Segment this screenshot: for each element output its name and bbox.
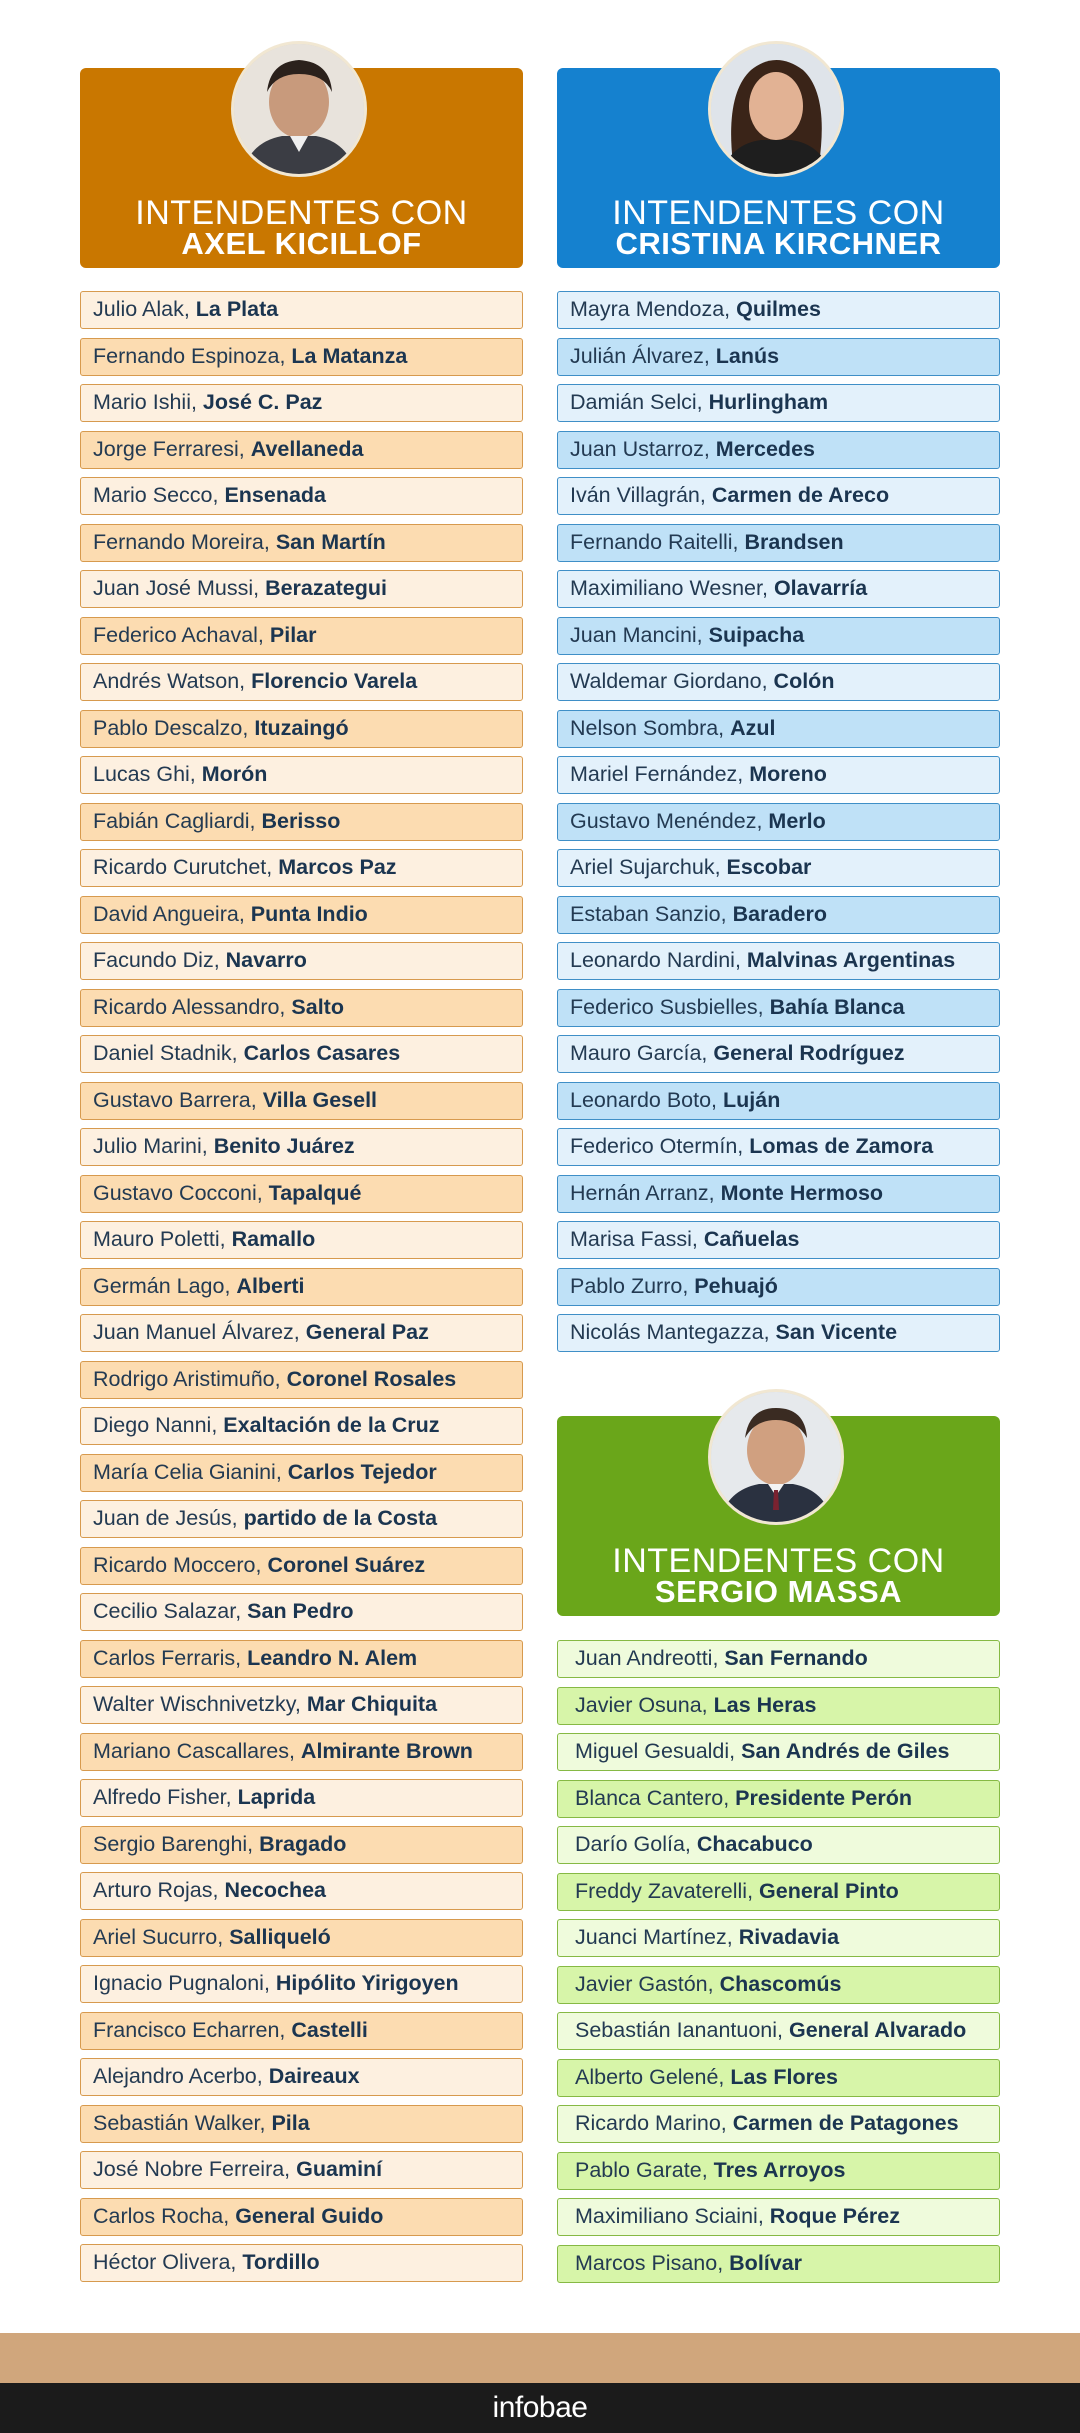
list-item: [557, 1128, 1000, 1166]
mayor-name: Alfredo Fisher,: [93, 1785, 238, 1809]
municipality-name: San Vicente: [775, 1320, 898, 1344]
mayor-name: Waldemar Giordano,: [570, 669, 774, 693]
municipality-name: Presidente Perón: [735, 1785, 912, 1810]
list-item: [557, 570, 1000, 608]
mayor-name: Javier Osuna,: [575, 1692, 714, 1717]
mayor-name: Facundo Diz,: [93, 948, 226, 972]
municipality-name: Berisso: [261, 808, 341, 833]
kirchner-header: [557, 68, 1000, 268]
mayor-name: Mauro Poletti,: [93, 1227, 232, 1251]
massa-title-line1: INTENDENTES CON: [612, 1542, 945, 1580]
mayor-name: Leonardo Nardini,: [570, 948, 747, 972]
list-item: [557, 1733, 1000, 1771]
mayor-name: Fernando Moreira,: [93, 529, 276, 554]
mayor-name: Ricardo Moccero,: [93, 1552, 268, 1577]
list-item: [557, 291, 1000, 329]
municipality-name: Tres Arroyos: [713, 2157, 846, 2182]
municipality-name: José C. Paz: [202, 390, 323, 414]
municipality-name: Moreno: [749, 762, 827, 786]
mayor-name: Marisa Fassi,: [570, 1227, 704, 1251]
mayor-name: Maximiliano Sciaini,: [575, 2204, 770, 2228]
mayor-name: Federico Achaval,: [93, 622, 270, 647]
municipality-name: General Rodríguez: [713, 1041, 905, 1065]
mayor-name: David Angueira,: [93, 901, 251, 926]
municipality-name: Carlos Tejedor: [287, 1459, 437, 1484]
mayor-name: Sebastián Ianantuoni,: [575, 2018, 789, 2042]
list-item: [557, 1873, 1000, 1911]
mayor-name: Ariel Sucurro,: [93, 1924, 230, 1949]
mayor-name: Pablo Zurro,: [570, 1273, 695, 1298]
mayor-name: Ricardo Alessandro,: [93, 994, 292, 1019]
mayor-name: Javier Gastón,: [575, 1971, 720, 1996]
municipality-name: Brandsen: [744, 529, 844, 554]
municipality-name: Leandro N. Alem: [247, 1645, 418, 1670]
municipality-name: Suipacha: [708, 622, 805, 647]
municipality-name: partido de la Costa: [243, 1506, 438, 1530]
municipality-name: Hipólito Yirigoyen: [275, 1971, 459, 1995]
municipality-name: Baradero: [732, 901, 827, 926]
mayor-name: Mariano Cascallares,: [93, 1738, 301, 1763]
municipality-name: Las Heras: [713, 1692, 817, 1717]
kicillof-header: [80, 68, 523, 268]
list-item: [80, 803, 523, 841]
list-item: [557, 1268, 1000, 1306]
mayor-name: Nicolás Mantegazza,: [570, 1320, 776, 1344]
municipality-name: Tapalqué: [268, 1180, 362, 1205]
municipality-name: La Plata: [195, 297, 279, 321]
mayor-name: Blanca Cantero,: [575, 1785, 736, 1810]
mayor-name: Rodrigo Aristimuño,: [93, 1366, 287, 1391]
municipality-name: Tordillo: [242, 2250, 320, 2274]
kicillof-title-line1: INTENDENTES CON: [135, 194, 468, 232]
mayor-name: Iván Villagrán,: [570, 483, 712, 507]
kicillof-title-line2: AXEL KICILLOF: [181, 226, 422, 261]
list-item: [80, 1779, 523, 1817]
municipality-name: Laprida: [237, 1785, 316, 1809]
mayor-name: Daniel Stadnik,: [93, 1041, 244, 1065]
mayor-name: Fabián Cagliardi,: [93, 808, 262, 833]
mayor-name: Leonardo Boto,: [570, 1087, 724, 1112]
list-item: [80, 617, 523, 655]
mayor-name: Juan Andreotti,: [575, 1646, 725, 1670]
list-item: [80, 1035, 523, 1073]
list-item: [557, 896, 1000, 934]
municipality-name: Coronel Suárez: [267, 1552, 426, 1577]
municipality-name: General Paz: [305, 1320, 429, 1344]
list-item: [80, 1221, 523, 1259]
list-item: [80, 2105, 523, 2143]
mayor-name: Sergio Barenghi,: [93, 1831, 260, 1856]
portrait-woman-icon: [708, 41, 844, 177]
list-item: [80, 1872, 523, 1910]
mayor-name: Federico Otermín,: [570, 1134, 750, 1158]
list-item: [557, 477, 1000, 515]
mayor-name: Maximiliano Wesner,: [570, 576, 774, 600]
municipality-name: Las Flores: [730, 2064, 838, 2089]
list-item: [80, 1733, 523, 1771]
mayor-name: Mario Ishii,: [93, 390, 203, 414]
list-item: [80, 2244, 523, 2282]
list-item: [80, 1919, 523, 1957]
list-item: [557, 2245, 1000, 2283]
list-item: [80, 1965, 523, 2003]
list-item: [80, 291, 523, 329]
list-item: [80, 1686, 523, 1724]
massa-title-line2: SERGIO MASSA: [654, 1574, 903, 1609]
footer: [0, 2383, 1080, 2433]
mayor-name: Mayra Mendoza,: [570, 297, 737, 321]
municipality-name: Bragado: [259, 1831, 347, 1856]
municipality-name: Olavarría: [773, 576, 868, 600]
municipality-name: Florencio Varela: [251, 669, 418, 693]
municipality-name: La Matanza: [291, 343, 408, 368]
municipality-name: Rivadavia: [738, 1925, 840, 1949]
kirchner-title-line1: INTENDENTES CON: [612, 194, 945, 232]
municipality-name: San Martín: [275, 529, 386, 554]
list-item: [80, 1593, 523, 1631]
municipality-name: Bolívar: [729, 2250, 803, 2275]
list-item: [80, 1500, 523, 1538]
municipality-name: Chascomús: [719, 1971, 842, 1996]
municipality-name: Pilar: [269, 622, 317, 647]
municipality-name: Monte Hermoso: [720, 1180, 884, 1205]
mayor-name: Fernando Raitelli,: [570, 529, 745, 554]
municipality-name: Mar Chiquita: [306, 1692, 438, 1716]
list-item: [557, 756, 1000, 794]
list-item: [557, 1780, 1000, 1818]
municipality-name: San Pedro: [247, 1599, 354, 1623]
mayor-name: Germán Lago,: [93, 1273, 237, 1298]
list-item: [557, 942, 1000, 980]
mayor-name: Marcos Pisano,: [575, 2250, 730, 2275]
mayor-name: José Nobre Ferreira,: [93, 2157, 297, 2181]
mayor-name: Juan Manuel Álvarez,: [93, 1320, 306, 1344]
mayor-name: Freddy Zavaterelli,: [575, 1878, 760, 1903]
mayor-name: Diego Nanni,: [93, 1413, 224, 1437]
municipality-name: Daireaux: [268, 2064, 360, 2088]
municipality-name: Salto: [291, 994, 344, 1019]
mayor-name: Damián Selci,: [570, 390, 709, 414]
list-item: [557, 1175, 1000, 1213]
list-item: [80, 1175, 523, 1213]
list-item: [80, 1361, 523, 1399]
mayor-name: Gustavo Cocconi,: [93, 1180, 269, 1205]
list-item: [557, 1221, 1000, 1259]
municipality-name: Punta Indio: [250, 901, 368, 926]
municipality-name: Roque Pérez: [769, 2204, 900, 2228]
municipality-name: Coronel Rosales: [286, 1366, 457, 1391]
list-item: [80, 2012, 523, 2050]
mayor-name: Jorge Ferraresi,: [93, 436, 251, 461]
mayor-name: Arturo Rojas,: [93, 1878, 225, 1902]
mayor-name: Walter Wischnivetzky,: [93, 1692, 307, 1716]
municipality-name: Exaltación de la Cruz: [223, 1413, 440, 1437]
list-item: [557, 1687, 1000, 1725]
list-item: [80, 1407, 523, 1445]
municipality-name: Guaminí: [296, 2157, 383, 2181]
mayor-name: Julio Marini,: [93, 1134, 214, 1158]
list-item: [80, 570, 523, 608]
mayor-name: Alejandro Acerbo,: [93, 2064, 269, 2088]
mayor-name: Juan de Jesús,: [93, 1506, 244, 1530]
municipality-name: Quilmes: [736, 297, 821, 321]
footer-band: [0, 2333, 1080, 2383]
municipality-name: Villa Gesell: [262, 1087, 378, 1112]
list-item: [557, 989, 1000, 1027]
municipality-name: Escobar: [726, 855, 812, 879]
kirchner-title-line2: CRISTINA KIRCHNER: [615, 226, 942, 261]
list-item: [80, 1314, 523, 1352]
list-item: [80, 989, 523, 1027]
list-item: [557, 1826, 1000, 1864]
mayor-name: Juan Mancini,: [570, 622, 709, 647]
municipality-name: Marcos Paz: [278, 855, 397, 879]
municipality-name: Carmen de Areco: [711, 483, 890, 507]
list-item: [80, 1128, 523, 1166]
mayor-name: Estaban Sanzio,: [570, 901, 733, 926]
list-item: [80, 710, 523, 748]
list-item: [557, 2059, 1000, 2097]
list-item: [80, 477, 523, 515]
list-item: [557, 617, 1000, 655]
municipality-name: Malvinas Argentinas: [746, 948, 956, 972]
portrait-man-icon: [708, 1389, 844, 1525]
list-item: [557, 1640, 1000, 1678]
list-item: [80, 2151, 523, 2189]
list-item: [557, 1919, 1000, 1957]
municipality-name: Ituzaingó: [254, 715, 349, 740]
municipality-name: Hurlingham: [708, 390, 829, 414]
mayor-name: Cecilio Salazar,: [93, 1599, 248, 1623]
municipality-name: Navarro: [225, 948, 307, 972]
mayor-name: Ricardo Curutchet,: [93, 855, 279, 879]
municipality-name: Avellaneda: [250, 436, 364, 461]
list-item: [557, 2012, 1000, 2050]
list-item: [80, 942, 523, 980]
mayor-name: Héctor Olivera,: [93, 2250, 243, 2274]
mayor-name: Fernando Espinoza,: [93, 343, 292, 368]
municipality-name: Berazategui: [265, 576, 387, 600]
list-item: [557, 663, 1000, 701]
municipality-name: Ramallo: [231, 1227, 316, 1251]
municipality-name: General Guido: [235, 2203, 384, 2228]
list-item: [557, 1035, 1000, 1073]
mayor-name: Ariel Sujarchuk,: [570, 855, 727, 879]
list-item: [80, 338, 523, 376]
municipality-name: Salliqueló: [229, 1924, 331, 1949]
municipality-name: San Fernando: [724, 1646, 868, 1670]
mayor-name: Gustavo Barrera,: [93, 1087, 263, 1112]
mayor-name: Mauro García,: [570, 1041, 714, 1065]
municipality-name: Merlo: [768, 808, 826, 833]
list-item: [557, 1082, 1000, 1120]
list-item: [557, 524, 1000, 562]
municipality-name: Azul: [730, 715, 776, 740]
list-item: [80, 1268, 523, 1306]
municipality-name: Bahía Blanca: [769, 994, 905, 1019]
mayor-name: Miguel Gesualdi,: [575, 1739, 742, 1763]
list-item: [80, 384, 523, 422]
list-item: [557, 384, 1000, 422]
mayor-name: Alberto Gelené,: [575, 2064, 731, 2089]
municipality-name: Castelli: [291, 2017, 368, 2042]
list-item: [557, 2198, 1000, 2236]
list-item: [80, 849, 523, 887]
massa-header: [557, 1416, 1000, 1616]
municipality-name: Almirante Brown: [300, 1738, 473, 1763]
list-item: [80, 1547, 523, 1585]
mayor-name: Sebastián Walker,: [93, 2110, 272, 2135]
municipality-name: Alberti: [236, 1273, 305, 1298]
mayor-name: Andrés Watson,: [93, 669, 252, 693]
municipality-name: Pehuajó: [694, 1273, 778, 1298]
mayor-name: Julio Alak,: [93, 297, 196, 321]
list-item: [557, 1314, 1000, 1352]
mayor-name: Juan José Mussi,: [93, 576, 266, 600]
mayor-name: Francisco Echarren,: [93, 2017, 292, 2042]
list-item: [80, 431, 523, 469]
municipality-name: San Andrés de Giles: [741, 1739, 950, 1763]
municipality-name: Mercedes: [715, 436, 815, 461]
municipality-name: Pila: [271, 2110, 310, 2135]
list-item: [80, 896, 523, 934]
mayor-name: María Celia Gianini,: [93, 1459, 288, 1484]
municipality-name: Chacabuco: [696, 1832, 813, 1856]
municipality-name: Luján: [723, 1087, 781, 1112]
municipality-name: General Alvarado: [788, 2018, 967, 2042]
municipality-name: General Pinto: [759, 1878, 899, 1903]
mayor-name: Pablo Descalzo,: [93, 715, 255, 740]
mayor-name: Darío Golía,: [575, 1832, 697, 1856]
mayor-name: Ricardo Marino,: [575, 2111, 733, 2135]
municipality-name: Colón: [773, 669, 835, 693]
mayor-name: Carlos Ferraris,: [93, 1645, 248, 1670]
mayor-name: Julián Álvarez,: [570, 343, 716, 368]
municipality-name: Carlos Casares: [243, 1041, 401, 1065]
list-item: [557, 710, 1000, 748]
list-item: [80, 1826, 523, 1864]
mayor-name: Carlos Rocha,: [93, 2203, 236, 2228]
list-item: [80, 1454, 523, 1492]
list-item: [80, 756, 523, 794]
mayor-name: Mario Secco,: [93, 483, 225, 507]
infobae-logo: infobae: [492, 2391, 588, 2424]
list-item: [80, 2198, 523, 2236]
list-item: [557, 849, 1000, 887]
municipality-name: Lomas de Zamora: [749, 1134, 934, 1158]
list-item: [80, 1640, 523, 1678]
mayor-name: Lucas Ghi,: [93, 762, 202, 786]
mayor-name: Nelson Sombra,: [570, 715, 731, 740]
list-item: [557, 1966, 1000, 2004]
municipality-name: Necochea: [224, 1878, 327, 1902]
portrait-man-icon: [231, 41, 367, 177]
mayor-name: Gustavo Menéndez,: [570, 808, 769, 833]
municipality-name: Cañuelas: [703, 1227, 800, 1251]
mayor-name: Juan Ustarroz,: [570, 436, 716, 461]
municipality-name: Ensenada: [224, 483, 327, 507]
municipality-name: Carmen de Patagones: [732, 2111, 959, 2135]
mayor-name: Federico Susbielles,: [570, 994, 770, 1019]
mayor-name: Mariel Fernández,: [570, 762, 750, 786]
list-item: [80, 2058, 523, 2096]
mayor-name: Ignacio Pugnaloni,: [93, 1971, 276, 1995]
municipality-name: Lanús: [715, 343, 780, 368]
mayor-name: Hernán Arranz,: [570, 1180, 721, 1205]
list-item: [557, 803, 1000, 841]
list-item: [80, 1082, 523, 1120]
list-item: [80, 663, 523, 701]
mayor-name: Pablo Garate,: [575, 2157, 714, 2182]
mayor-name: Juanci Martínez,: [575, 1925, 739, 1949]
list-item: [557, 431, 1000, 469]
list-item: [557, 2105, 1000, 2143]
municipality-name: Morón: [201, 762, 268, 786]
list-item: [557, 2152, 1000, 2190]
municipality-name: Benito Juárez: [213, 1134, 355, 1158]
list-item: [80, 524, 523, 562]
list-item: [557, 338, 1000, 376]
